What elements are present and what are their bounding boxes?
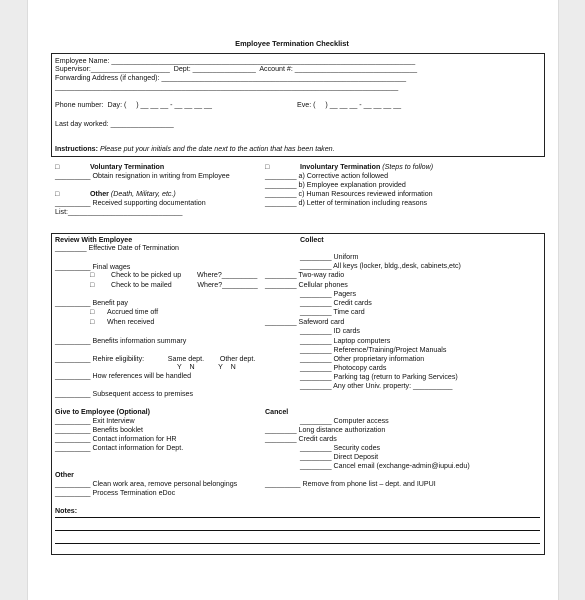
involuntary-item[interactable]: ________ d) Letter of termination including reasons (265, 199, 428, 207)
notes-line[interactable] (55, 543, 540, 544)
other-heading-label: Other (90, 190, 109, 198)
instructions-text: Please put your initials and the date next to the action that has been taken. (97, 145, 335, 153)
collect-item[interactable]: ________ Reference/Training/Project Manuals (300, 346, 447, 354)
supervisor-dept-account-field[interactable]: Supervisor:____________________ Dept: ________________ Account #: _______________________________ (55, 65, 418, 73)
cancel-item[interactable]: ________ Security codes (300, 444, 381, 452)
instructions (55, 145, 335, 154)
cancel-item[interactable]: ________ Direct Deposit (300, 453, 379, 461)
review-item[interactable]: Check to be mailed Where?_________ (111, 281, 258, 289)
cancel-heading: Cancel (265, 408, 289, 416)
other-heading (90, 190, 176, 199)
collect-item[interactable]: ________ Time card (300, 308, 365, 316)
review-item[interactable]: _________ Subsequent access to premises (55, 390, 194, 398)
other-item[interactable]: _________ Received supporting documentation (55, 199, 206, 207)
give-item[interactable]: _________ Contact information for HR (55, 435, 177, 443)
collect-item[interactable]: ________ Photocopy cards (300, 364, 387, 372)
rehire-yes-no[interactable]: Y N Y N (177, 363, 236, 371)
involuntary-heading (300, 163, 433, 172)
collect-item[interactable]: ________ Cellular phones (265, 281, 348, 289)
other-section-item[interactable]: _________ Process Termination eDoc (55, 489, 176, 497)
checkbox-icon[interactable]: □ (90, 319, 95, 326)
instructions-label: Instructions: (55, 145, 98, 153)
cancel-item[interactable]: ________ Cancel email (exchange-admin@iupui.edu) (300, 462, 470, 470)
collect-item[interactable]: ________ Parking tag (return to Parking Services) (300, 373, 458, 381)
involuntary-item[interactable]: ________ c) Human Resources reviewed information (265, 190, 433, 198)
checkbox-icon[interactable]: □ (90, 309, 95, 316)
review-item[interactable]: _________ Benefits information summary (55, 337, 187, 345)
give-item[interactable]: _________ Exit Interview (55, 417, 135, 425)
document-title: Employee Termination Checklist (235, 39, 349, 48)
employee-name-field[interactable]: Employee Name: _____________________________________________________________________________ (55, 57, 416, 65)
review-item[interactable]: ________ Effective Date of Termination (55, 244, 179, 252)
voluntary-checkbox-icon[interactable]: □ (55, 164, 60, 171)
forwarding-address-line-2[interactable]: _______________________________________________________________________________________ (55, 83, 399, 91)
collect-item[interactable]: ________ Safeword card (265, 318, 345, 326)
review-heading: Review With Employee (55, 236, 133, 244)
last-day-worked-field[interactable]: Last day worked: ________________ (55, 120, 174, 128)
phone-day-field[interactable]: Phone number: Day: ( ) __ __ __ - __ __ __ __ (55, 101, 212, 109)
collect-item[interactable]: ________ All keys (locker, bldg.,desk, cabinets,etc) (300, 262, 461, 270)
collect-item[interactable]: ________ Other proprietary information (300, 355, 425, 363)
other-section-item[interactable]: _________ Clean work area, remove personal belongings (55, 480, 238, 488)
give-item[interactable]: _________ Benefits booklet (55, 426, 143, 434)
collect-item[interactable]: ________ Two-way radio (265, 271, 345, 279)
involuntary-item[interactable]: ________ b) Employee explanation provided (265, 181, 406, 189)
notes-heading: Notes: (55, 507, 78, 515)
cancel-item[interactable]: ________ Computer access (300, 417, 389, 425)
review-item[interactable]: Accrued time off (107, 308, 159, 316)
review-item[interactable]: _________ Benefit pay (55, 299, 128, 307)
forwarding-address-field[interactable]: Forwarding Address (if changed): ______________________________________________________________ (55, 74, 407, 82)
review-item[interactable]: _________ How references will be handled (55, 372, 192, 380)
cancel-item[interactable]: ________ Long distance authorization (265, 426, 386, 434)
voluntary-item[interactable]: _________ Obtain resignation in writing from Employee (55, 172, 230, 180)
collect-item[interactable]: ________ Uniform (300, 253, 359, 261)
review-item[interactable]: When received (107, 318, 155, 326)
other-checkbox-icon[interactable]: □ (55, 191, 60, 198)
involuntary-heading-label: Involuntary Termination (300, 163, 381, 171)
phone-list-item[interactable]: _________ Remove from phone list – dept. and IUPUI (265, 480, 436, 488)
involuntary-heading-note: (Steps to follow) (380, 163, 434, 171)
notes-line[interactable] (55, 517, 540, 518)
give-heading: Give to Employee (Optional) (55, 408, 150, 416)
list-field[interactable]: List:_____________________________ (55, 208, 183, 216)
notes-line[interactable] (55, 530, 540, 531)
review-item[interactable]: Check to be picked up Where?_________ (111, 271, 258, 279)
collect-item[interactable]: ________ Any other Univ. property: __________ (300, 382, 453, 390)
collect-item[interactable]: ________ Credit cards (300, 299, 372, 307)
voluntary-heading: Voluntary Termination (90, 163, 165, 171)
checkbox-icon[interactable]: □ (90, 272, 95, 279)
other-heading-note: (Death, Military, etc.) (108, 190, 176, 198)
collect-item[interactable]: ________ ID cards (300, 327, 360, 335)
give-item[interactable]: _________ Contact information for Dept. (55, 444, 184, 452)
checkbox-icon[interactable]: □ (90, 282, 95, 289)
collect-item[interactable]: ________ Laptop computers (300, 337, 391, 345)
cancel-item[interactable]: ________ Credit cards (265, 435, 337, 443)
involuntary-item[interactable]: ________ a) Corrective action followed (265, 172, 389, 180)
collect-heading: Collect (300, 236, 324, 244)
review-item[interactable]: _________ Final wages (55, 263, 131, 271)
collect-item[interactable]: ________ Pagers (300, 290, 357, 298)
involuntary-checkbox-icon[interactable]: □ (265, 164, 270, 171)
other-section-heading: Other (55, 471, 74, 479)
phone-eve-field[interactable]: Eve: ( ) __ __ __ - __ __ __ __ (297, 101, 402, 109)
review-item[interactable]: _________ Rehire eligibility: Same dept. Other dept. (55, 355, 256, 363)
